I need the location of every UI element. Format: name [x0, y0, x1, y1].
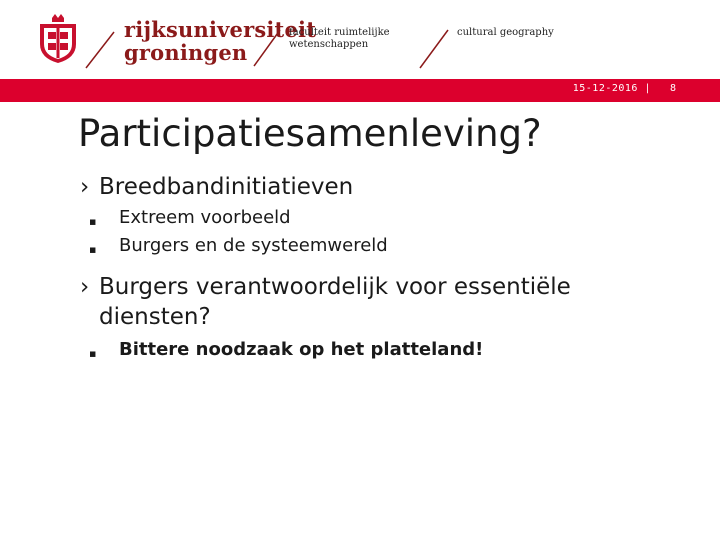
- university-name-line1: rijksuniversiteit: [124, 17, 317, 42]
- university-wordmark: [124, 18, 316, 64]
- university-crest-logo: [38, 14, 78, 64]
- faculty-label: [289, 27, 390, 51]
- bullet-text-line2: diensten?: [99, 304, 211, 330]
- divider-slash: [84, 30, 116, 70]
- bullet-item: [80, 272, 680, 332]
- sub-bullet-text: Burgers en de systeemwereld: [119, 235, 388, 256]
- sub-bullet-marker: ▪: [89, 215, 97, 228]
- bullet-text: Breedbandinitiatieven: [99, 174, 354, 200]
- faculty-line2: wetenschappen: [289, 39, 369, 50]
- sub-bullet-marker: ▪: [89, 347, 97, 360]
- slide-title: Participatiesamenleving?: [78, 112, 542, 155]
- divider-slash: [252, 28, 282, 68]
- bullet-text-line1: Burgers verantwoordelijk voor essentiële: [99, 274, 571, 300]
- department-label: cultural geography: [457, 27, 554, 38]
- bullet-item: [80, 172, 680, 202]
- faculty-line1: faculteit ruimtelijke: [289, 27, 390, 38]
- bullet-marker: ›: [80, 174, 90, 200]
- sub-bullet-text: Extreem voorbeeld: [119, 207, 291, 228]
- university-name-line2: groningen: [124, 40, 248, 65]
- sub-bullet-item: [80, 232, 680, 260]
- slide-date: 15-12-2016 |: [572, 83, 651, 94]
- sub-bullet-text: Bittere noodzaak op het platteland!: [119, 339, 484, 360]
- sub-bullet-item: [80, 204, 680, 232]
- divider-slash: [418, 28, 450, 70]
- sub-bullet-item: [80, 336, 680, 364]
- page-number: 8: [669, 83, 676, 94]
- slide-content: [80, 172, 680, 364]
- sub-bullet-marker: ▪: [89, 243, 97, 256]
- bullet-marker: ›: [80, 274, 90, 300]
